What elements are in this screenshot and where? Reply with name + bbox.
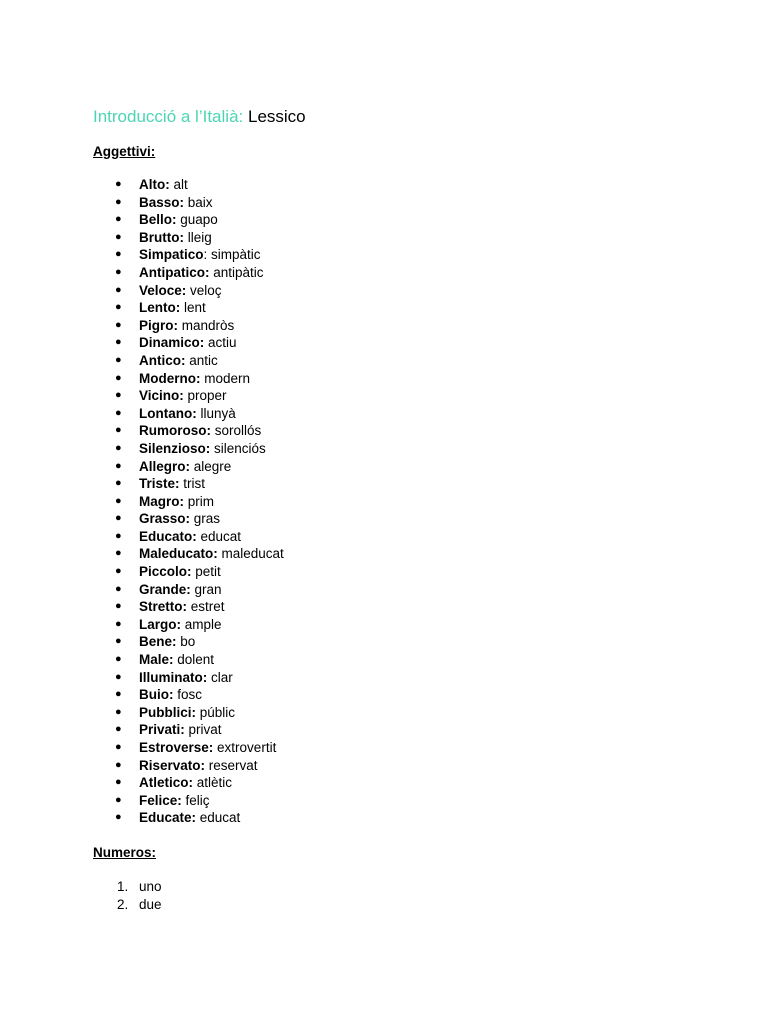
bullet-icon: ●: [115, 811, 122, 824]
bullet-icon: ●: [115, 424, 122, 437]
adjective-translation: dolent: [173, 652, 215, 668]
adjective-term: Moderno:: [139, 370, 201, 386]
bullet-icon: ●: [115, 230, 122, 243]
adjective-translation: alt: [169, 177, 188, 192]
adjective-translation: baix: [184, 194, 213, 210]
adjective-translation: reservat: [205, 757, 258, 773]
bullet-icon: ●: [115, 705, 122, 718]
bullet-icon: ●: [115, 318, 122, 331]
number-word: due: [139, 896, 162, 912]
list-item: [93, 792, 733, 810]
adjective-translation: alegre: [190, 458, 232, 474]
adjective-term: Grasso:: [139, 511, 191, 527]
adjective-term: Atletico:: [139, 775, 193, 791]
adjective-translation: silenciós: [210, 440, 266, 456]
number-word: uno: [139, 878, 162, 894]
bullet-icon: ●: [115, 635, 122, 648]
bullet-icon: ●: [115, 600, 122, 613]
adjective-translation: maleducat: [217, 546, 284, 562]
bullet-icon: ●: [115, 406, 122, 419]
list-number-marker: 1.: [117, 878, 129, 894]
adjective-translation: públic: [196, 704, 236, 720]
list-item: [93, 475, 733, 493]
list-item: [93, 194, 733, 212]
list-item: [93, 510, 733, 528]
adjective-translation: guapo: [176, 212, 218, 228]
bullet-icon: ●: [115, 793, 122, 806]
list-item: [93, 878, 733, 896]
bullet-icon: ●: [115, 512, 122, 525]
adjective-translation: : simpàtic: [203, 247, 261, 263]
adjective-term: Male:: [139, 652, 174, 668]
list-item: [93, 774, 733, 792]
list-item: [93, 422, 733, 440]
adjective-term: Estroverse:: [139, 740, 214, 755]
title-accent: Introducció a l’Italià:: [93, 107, 244, 126]
list-item: [93, 545, 733, 563]
adjective-translation: educat: [196, 810, 241, 826]
adjective-term: Brutto:: [139, 229, 184, 245]
adjective-translation: trist: [179, 476, 206, 492]
adjectives-heading: Aggettivi:: [93, 144, 156, 159]
list-item: [93, 176, 733, 194]
list-item: [93, 757, 733, 775]
adjective-term: Antico:: [139, 352, 186, 368]
adjective-translation: actiu: [204, 335, 237, 351]
list-item: [93, 493, 733, 511]
adjective-term: Maleducato:: [139, 546, 218, 562]
adjective-term: Riservato:: [139, 757, 206, 773]
adjective-term: Alto:: [139, 177, 170, 192]
adjective-translation: educat: [196, 528, 242, 544]
adjective-translation: sorollós: [211, 423, 262, 439]
adjective-translation: lleig: [183, 229, 212, 245]
list-item: [93, 370, 733, 388]
bullet-icon: ●: [115, 547, 122, 560]
adjective-term: Simpatico: [139, 247, 204, 263]
list-item: [93, 896, 733, 914]
list-item: [93, 282, 733, 300]
adjective-translation: privat: [184, 722, 222, 738]
list-item: [93, 440, 733, 458]
bullet-icon: ●: [115, 195, 122, 208]
numbers-list: [93, 878, 733, 914]
list-item: [93, 299, 733, 317]
adjective-translation: extrovertit: [213, 740, 277, 755]
list-item: [93, 739, 733, 757]
adjective-translation: llunyà: [196, 405, 236, 421]
list-item: [93, 334, 733, 352]
adjective-term: Stretto:: [139, 599, 187, 615]
bullet-icon: ●: [115, 565, 122, 578]
adjective-translation: antipàtic: [209, 264, 264, 280]
adjectives-list: [93, 176, 733, 827]
adjective-term: Illuminato:: [139, 669, 208, 685]
bullet-icon: ●: [115, 178, 122, 190]
list-item: [93, 229, 733, 247]
adjective-translation: mandròs: [178, 317, 235, 333]
adjective-term: Felice:: [139, 792, 182, 808]
adjective-translation: fosc: [173, 687, 203, 703]
list-item: [93, 616, 733, 634]
list-item: [93, 387, 733, 405]
adjective-translation: veloç: [186, 282, 222, 298]
list-item: [93, 581, 733, 599]
list-item: [93, 405, 733, 423]
list-item: [93, 317, 733, 335]
bullet-icon: ●: [115, 758, 122, 771]
adjective-translation: modern: [200, 370, 251, 386]
adjective-term: Dinamico:: [139, 335, 205, 351]
adjective-translation: estret: [187, 599, 225, 615]
list-item: [93, 721, 733, 739]
adjective-translation: antic: [185, 352, 218, 368]
adjective-translation: ample: [181, 616, 222, 632]
bullet-icon: ●: [115, 301, 122, 314]
list-item: [93, 651, 733, 669]
adjective-term: Basso:: [139, 194, 185, 210]
document-page: [93, 105, 733, 914]
bullet-icon: ●: [115, 283, 122, 296]
bullet-icon: ●: [115, 248, 122, 261]
bullet-icon: ●: [115, 582, 122, 595]
list-item: [93, 211, 733, 229]
list-item: [93, 686, 733, 704]
bullet-icon: ●: [115, 213, 122, 226]
bullet-icon: ●: [115, 441, 122, 454]
list-item: [93, 246, 733, 264]
adjective-term: Buio:: [139, 687, 174, 703]
adjective-translation: atlètic: [193, 775, 233, 791]
list-number-marker: 2.: [117, 896, 129, 912]
adjective-translation: clar: [207, 669, 233, 685]
bullet-icon: ●: [115, 494, 122, 507]
bullet-icon: ●: [115, 617, 122, 630]
adjective-term: Piccolo:: [139, 564, 192, 580]
list-item: [93, 458, 733, 476]
title-main: Lessico: [247, 107, 306, 126]
list-item: [93, 809, 733, 827]
bullet-icon: ●: [115, 336, 122, 349]
adjective-translation: feliç: [181, 792, 210, 808]
bullet-icon: ●: [115, 688, 122, 701]
adjective-translation: gran: [190, 581, 222, 597]
adjective-term: Bene:: [139, 634, 177, 650]
list-item: [93, 528, 733, 546]
adjective-translation: petit: [191, 564, 221, 580]
adjective-term: Veloce:: [139, 282, 187, 298]
document-title: [93, 105, 733, 129]
adjective-term: Antipatico:: [139, 264, 210, 280]
adjective-term: Magro:: [139, 493, 184, 509]
adjective-translation: proper: [183, 388, 227, 404]
list-item: [93, 264, 733, 282]
list-item: [93, 633, 733, 651]
adjective-term: Pigro:: [139, 317, 178, 333]
adjective-term: Pubblici:: [139, 704, 196, 720]
bullet-icon: ●: [115, 653, 122, 666]
adjective-term: Silenzioso:: [139, 440, 211, 456]
bullet-icon: ●: [115, 459, 122, 472]
bullet-icon: ●: [115, 529, 122, 542]
bullet-icon: ●: [115, 265, 122, 278]
bullet-icon: ●: [115, 776, 122, 789]
adjective-term: Grande:: [139, 581, 191, 597]
adjective-term: Lontano:: [139, 405, 197, 421]
adjective-term: Lento:: [139, 300, 181, 316]
bullet-icon: ●: [115, 389, 122, 402]
bullet-icon: ●: [115, 353, 122, 366]
list-item: [93, 352, 733, 370]
adjective-term: Vicino:: [139, 388, 184, 404]
adjective-term: Allegro:: [139, 458, 191, 474]
adjective-term: Rumoroso:: [139, 423, 211, 439]
adjective-term: Largo:: [139, 616, 181, 632]
adjective-term: Bello:: [139, 212, 177, 228]
numbers-heading: Numeros:: [93, 844, 157, 860]
bullet-icon: ●: [115, 723, 122, 736]
adjective-translation: bo: [176, 634, 196, 650]
bullet-icon: ●: [115, 477, 122, 490]
bullet-icon: ●: [115, 741, 122, 753]
adjective-term: Triste:: [139, 476, 180, 492]
list-item: [93, 563, 733, 581]
list-item: [93, 598, 733, 616]
bullet-icon: ●: [115, 371, 122, 384]
bullet-icon: ●: [115, 670, 122, 683]
adjective-translation: lent: [180, 300, 206, 316]
list-item: [93, 669, 733, 687]
adjective-translation: prim: [184, 493, 214, 509]
adjective-translation: gras: [190, 511, 221, 527]
adjective-term: Educate:: [139, 810, 197, 826]
adjective-term: Privati:: [139, 722, 185, 738]
adjective-term: Educato:: [139, 528, 197, 544]
list-item: [93, 704, 733, 722]
